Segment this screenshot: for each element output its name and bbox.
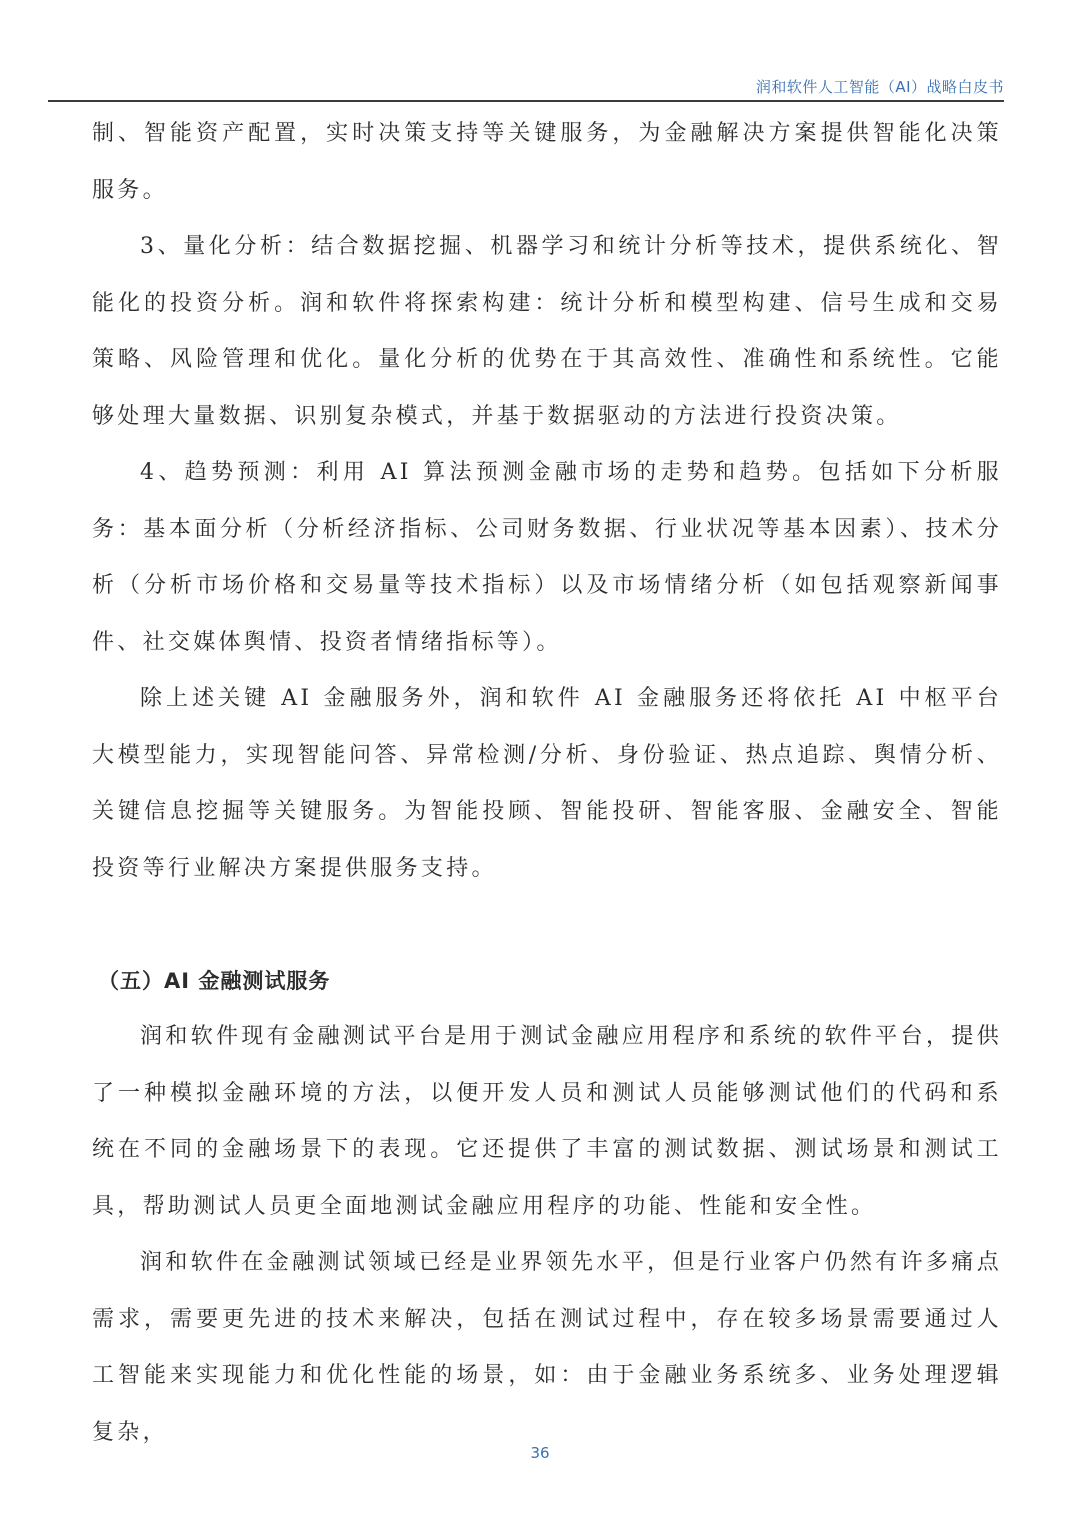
paragraph-test-pain-points: 润和软件在金融测试领域已经是业界领先水平，但是行业客户仍然有许多痛点需求，需要更先进的技术来解决，包括在测试过程中，存在较多场景需要通过人工智能来实现能力和优化性能的场景，如：由于金融业务系统多、业务处理逻辑复杂， <box>92 1250 1002 1445</box>
paragraph-trend-prediction: 4、趋势预测：利用 AI 算法预测金融市场的走势和趋势。包括如下分析服务：基本面分析（分析经济指标、公司财务数据、行业状况等基本因素）、技术分析（分析市场价格和交易量等技术指标）以及市场情绪分析（如包括观察新闻事件、社交媒体舆情、投资者情绪指标等）。 <box>92 460 1002 655</box>
document-header-title: 润和软件人工智能（AI）战略白皮书 <box>755 78 1004 96</box>
page-number: 36 <box>530 1444 550 1462</box>
paragraph-quant-analysis: 3、量化分析：结合数据挖掘、机器学习和统计分析等技术，提供系统化、智能化的投资分析。润和软件将探索构建：统计分析和模型构建、信号生成和交易策略、风险管理和优化。量化分析的优势在于其高效性、准确性和系统性。它能够处理大量数据、识别复杂模式，并基于数据驱动的方法进行投资决策。 <box>92 234 1002 429</box>
page-body <box>92 106 1002 1461</box>
paragraph-test-platform: 润和软件现有金融测试平台是用于测试金融应用程序和系统的软件平台，提供了一种模拟金融环境的方法，以便开发人员和测试人员能够测试他们的代码和系统在不同的金融场景下的表现。它还提供了丰富的测试数据、测试场景和测试工具，帮助测试人员更全面地测试金融应用程序的功能、性能和安全性。 <box>92 1024 1002 1219</box>
paragraph-other-ai-services: 除上述关键 AI 金融服务外，润和软件 AI 金融服务还将依托 AI 中枢平台大模型能力，实现智能问答、异常检测/分析、身份验证、热点追踪、舆情分析、关键信息挖掘等关键服务。为智能投顾、智能投研、智能客服、金融安全、智能投资等行业解决方案提供服务支持。 <box>92 686 1002 881</box>
paragraph-continuation: 制、智能资产配置，实时决策支持等关键服务，为金融解决方案提供智能化决策服务。 <box>92 121 1002 203</box>
header-divider <box>48 100 1004 102</box>
section-heading: （五）AI 金融测试服务 <box>98 969 331 993</box>
